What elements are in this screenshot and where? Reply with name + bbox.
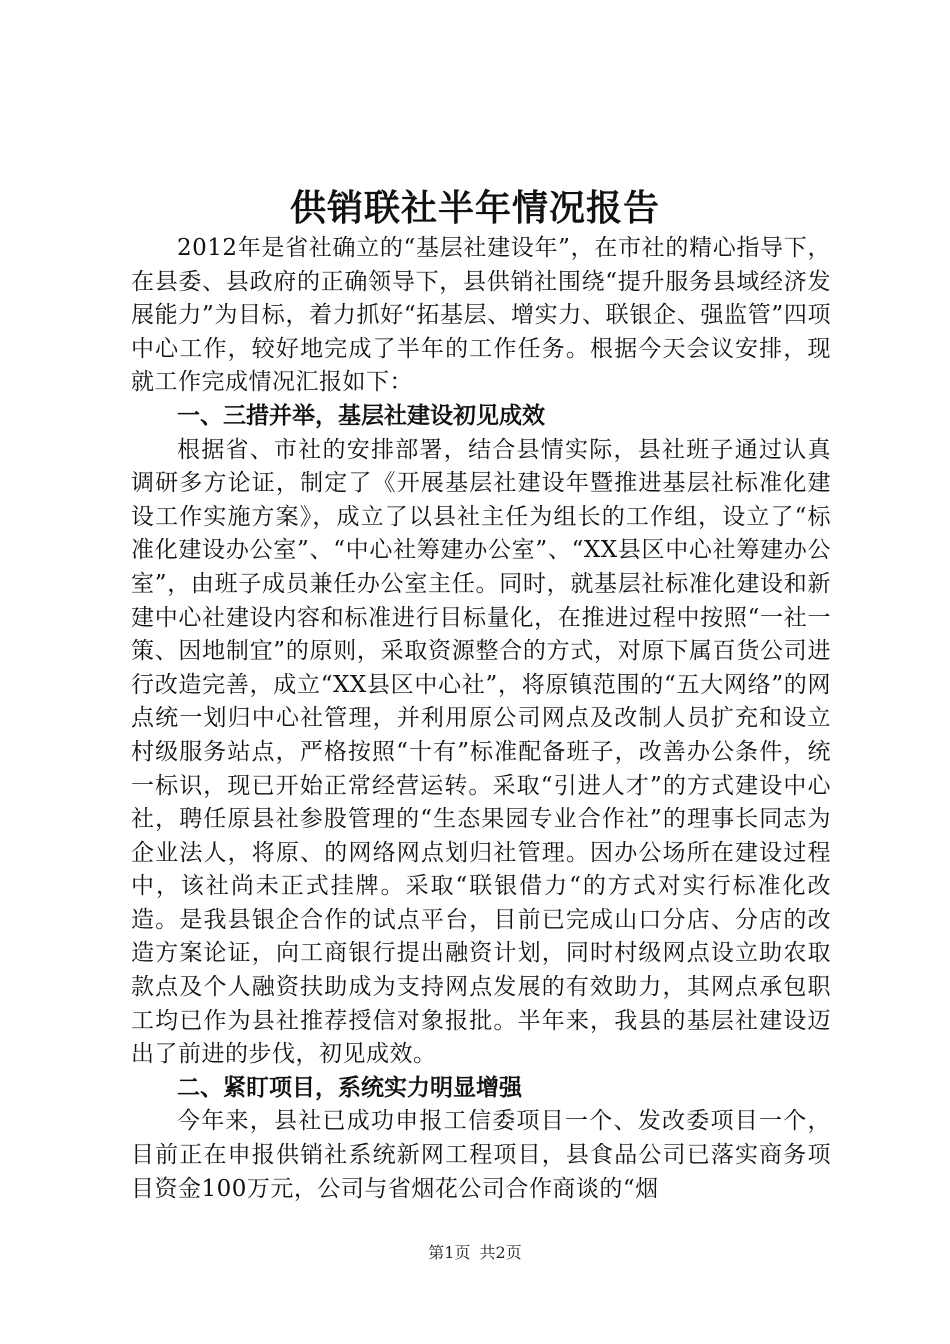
document-body — [131, 232, 831, 1206]
page-number-current: 第1页 — [428, 1243, 471, 1262]
page-number-total: 共2页 — [479, 1243, 522, 1262]
section-1-heading: 一、三措并举，基层社建设初见成效 — [177, 402, 545, 429]
intro-paragraph: 2012年是省社确立的“基层社建设年”，在市社的精心指导下，在县委、县政府的正确领导下，县供销社围绕“提升服务县域经济发展能力”为目标，着力抓好“拓基层、增实力、联银企、强监管”四项中心工作，较好地完成了半年的工作任务。根据今天会议安排，现就工作完成情况汇报如下： — [131, 235, 831, 396]
document-title: 供销联社半年情况报告 — [289, 188, 660, 229]
section-1-paragraph: 根据省、市社的安排部署，结合县情实际，县社班子通过认真调研多方论证，制定了《开展基层社建设年暨推进基层社标准化建设工作实施方案》，成立了以县社主任为组长的工作组，设立了“标准化建设办公室”、“中心社筹建办公室”、“XX县区中心社筹建办公室”，由班子成员兼任办公室主任。同时，就基层社标准化建设和新建中心社建设内容和标准进行目标量化，在推进过程中按照“一社一策、因地制宜”的原则，采取资源整合的方式，对原下属百货公司进行改造完善，成立“XX县区中心社”，将原镇范围的“五大网络”的网点统一划归中心社管理，并利用原公司网点及改制人员扩充和设立村级服务站点，严格按照“十有”标准配备班子，改善办公条件，统一标识，现已开始正常经营运转。采取“引进人才”的方式建设中心社，聘任原县社参股管理的“生态果园专业合作社”的理事长同志为企业法人，将原、的网络网点划归社管理。因办公场所在建设过程中，该社尚未正式挂牌。采取“联银借力“的方式对实行标准化改造。是我县银企合作的试点平台，目前已完成山口分店、分店的改造方案论证，向工商银行提出融资计划，同时村级网点设立助农取款点及个人融资扶助成为支持网点发展的有效助力，其网点承包职工均已作为县社推荐授信对象报批。半年来，我县的基层社建设迈出了前进的步伐，初见成效。 — [131, 436, 831, 1068]
page-footer — [0, 1242, 950, 1264]
section-2-heading: 二、紧盯项目，系统实力明显增强 — [177, 1074, 522, 1101]
section-2-paragraph: 今年来，县社已成功申报工信委项目一个、发改委项目一个，目前正在申报供销社系统新网工程项目，县食品公司已落实商务项目资金100万元，公司与省烟花公司合作商谈的“烟 — [131, 1108, 831, 1202]
